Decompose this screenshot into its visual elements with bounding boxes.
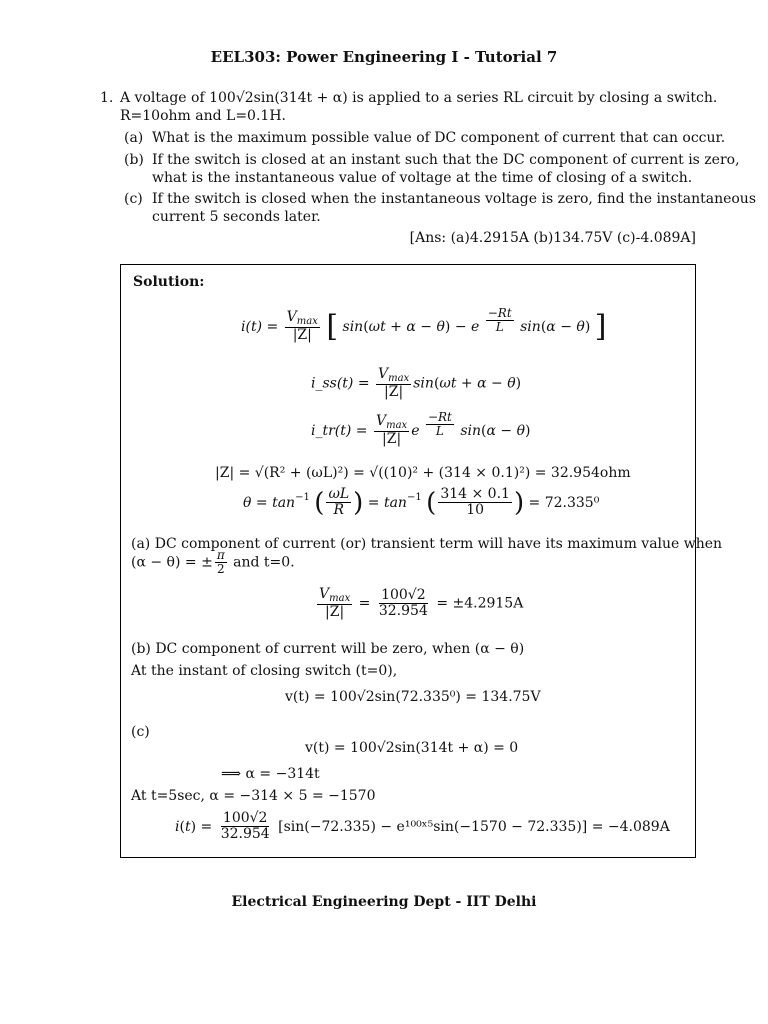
eq-i-ss-label: i_ss(t) =	[311, 375, 370, 392]
part-b-label: (b)	[124, 152, 144, 168]
part-c-result: [sin(−72.335) − e¹⁰⁰ˣ⁵sin(−1570 − 72.335)] = −4.089A	[278, 818, 670, 835]
part-c-alpha-eq: ⟹ α = −314t	[221, 766, 320, 782]
part-b-text-1: If the switch is closed at an instant such that the DC component of current is zero,	[152, 152, 740, 168]
part-a-label: (a)	[124, 130, 144, 146]
eq-i-tr: i_tr(t) = $\frac{V_{max}}{|Z|}$ e $\frac{-Rt}{L}$ sin(α − θ)	[311, 410, 531, 448]
part-c-label: (c)	[124, 191, 143, 207]
part-b-text-2: what is the instantaneous value of voltage at the time of closing of a switch.	[152, 170, 693, 186]
page-title: EEL303: Power Engineering I - Tutorial 7	[210, 48, 558, 66]
eq-impedance: |Z| = √(R² + (ωL)²) = √((10)² + (314 × 0.1)²) = 32.954ohm	[215, 465, 631, 481]
part-c-solution-label: (c)	[131, 724, 150, 740]
part-a-result: = ±4.2915A	[436, 595, 524, 612]
answers: [Ans: (a)4.2915A (b)134.75V (c)-4.089A]	[409, 230, 696, 246]
part-a-condition: (α − θ) = ± $\frac{\pi}{2}$ and t=0.	[131, 548, 295, 577]
part-c-text-1: If the switch is closed when the instantaneous voltage is zero, find the instantaneous	[152, 191, 757, 207]
part-c-solution-text: At t=5sec, α = −314 × 5 = −1570	[131, 788, 376, 804]
solution-box	[120, 264, 723, 858]
part-c-current-eq: i(t) = $\frac{100√2}{32.954}$ [sin(−72.335) − e¹⁰⁰ˣ⁵sin(−1570 − 72.335)] = −4.089A	[175, 810, 670, 843]
eq-i-t: i(t) = $\frac{V_{max}}{|Z|}$ [ sin(ωt + α − θ) − e $\frac{-Rt}{L}$ sin(α − θ) ]	[241, 306, 607, 344]
part-b-solution-text-2: At the instant of closing switch (t=0),	[131, 663, 398, 679]
part-b-voltage-eq: v(t) = 100√2sin(72.335⁰) = 134.75V	[285, 689, 541, 705]
part-a-condition-lhs: (α − θ) = ±	[131, 554, 213, 571]
part-c-voltage-eq: v(t) = 100√2sin(314t + α) = 0	[305, 740, 519, 756]
footer: Electrical Engineering Dept - IIT Delhi	[231, 894, 537, 910]
part-c-text-2: current 5 seconds later.	[152, 209, 321, 225]
part-a-result-eq: $\frac{V_{max}}{|Z|}$ = $\frac{100√2}{32.954}$ = ±4.2915A	[319, 586, 524, 620]
solution-heading: Solution:	[133, 274, 205, 290]
eq-theta: $\theta = \tan^{-1}$ ( $\frac{\omega L}{R}$ ) = $\tan^{-1}$ ( $\frac{314 \times 0.1}{10}$ ) = 72.335⁰	[243, 486, 600, 519]
eq-i-ss: i_ss(t) = $\frac{V_{max}}{|Z|}$ sin(ωt + α − θ)	[311, 366, 522, 400]
theta-result: = 72.335⁰	[528, 494, 600, 511]
part-a-condition-end: and t=0.	[233, 554, 295, 571]
part-a-text: What is the maximum possible value of DC component of current that can occur.	[152, 130, 726, 146]
question-line-2: R=10ohm and L=0.1H.	[120, 108, 286, 124]
question-number: 1.	[100, 90, 114, 106]
part-a-solution-text: (a) DC component of current (or) transient term will have its maximum value when	[131, 536, 723, 552]
eq-i-t-label: i(t) =	[241, 319, 279, 335]
question-line-1: A voltage of 100√2sin(314t + α) is applied to a series RL circuit by closing a switch.	[120, 90, 718, 106]
part-b-solution-text: (b) DC component of current will be zero, when (α − θ)	[131, 641, 525, 657]
eq-i-tr-label: i_tr(t) =	[311, 423, 368, 439]
